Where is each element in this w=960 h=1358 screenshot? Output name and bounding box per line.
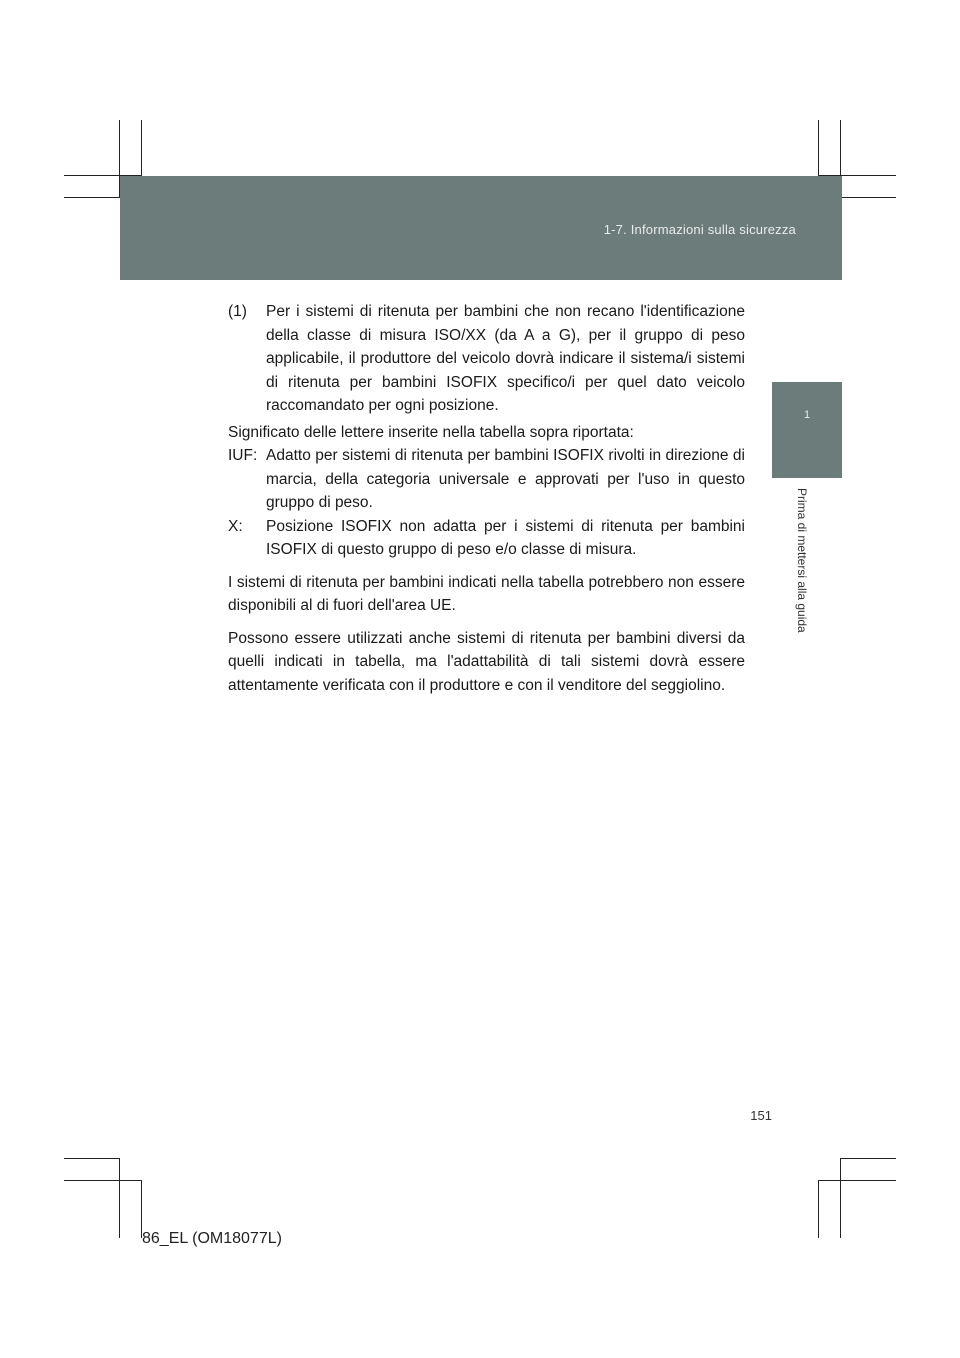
chapter-number: 1 (803, 409, 811, 421)
crop-mark (64, 1180, 142, 1181)
header-band (120, 176, 842, 280)
compatibility-note: Possono essere utilizzati anche sistemi di ritenuta per bambini diversi da quelli indicati in tabella, ma l'adattabilità di tali sistemi dovrà essere attentamente verificata con il produttore e con il venditore del seggiolino. (228, 629, 745, 694)
legend-marker: X: (228, 517, 243, 535)
page-number: 151 (750, 1108, 772, 1123)
crop-mark (840, 1158, 841, 1238)
section-title: 1-7. Informazioni sulla sicurezza (603, 222, 796, 237)
page-content (228, 300, 745, 697)
legend-item-x (228, 515, 745, 562)
note-1 (228, 300, 745, 418)
legend-marker: IUF: (228, 447, 258, 464)
crop-mark (119, 1158, 120, 1238)
crop-mark (818, 1180, 819, 1238)
crop-mark (840, 197, 896, 198)
crop-mark (818, 1180, 896, 1181)
legend-intro: Significato delle lettere inserite nella tabella sopra riportata: (228, 423, 634, 441)
crop-mark (64, 1158, 120, 1159)
chapter-title: Prima di mettersi alla guida (795, 488, 809, 633)
document-code: 86_EL (OM18077L) (142, 1230, 282, 1247)
legend-item-iuf (228, 444, 745, 515)
legend-text: Adatto per sistemi di ritenuta per bambini ISOFIX rivolti in direzione di marcia, della categoria universale e approvati per l'uso in questo gruppo di peso. (266, 447, 745, 511)
legend-text: Posizione ISOFIX non adatta per i sistemi di ritenuta per bambini ISOFIX di questo gruppo di peso e/o classe di misura. (266, 517, 745, 558)
availability-note: I sistemi di ritenuta per bambini indicati nella tabella potrebbero non essere disponibili al di fuori dell'area UE. (228, 573, 745, 614)
crop-mark (64, 197, 120, 198)
chapter-tab (772, 382, 842, 478)
note-text: Per i sistemi di ritenuta per bambini che non recano l'identificazione della classe di misura ISO/XX (da A a G), per il gruppo di peso applicabile, il produttore del veicolo dovrà indicare il sistema/i sistemi di ritenuta per bambini ISOFIX specifico/i per quel dato veicolo raccomandato per ogni posizione. (266, 303, 745, 414)
crop-mark (840, 1158, 896, 1159)
note-marker: (1) (228, 303, 247, 320)
